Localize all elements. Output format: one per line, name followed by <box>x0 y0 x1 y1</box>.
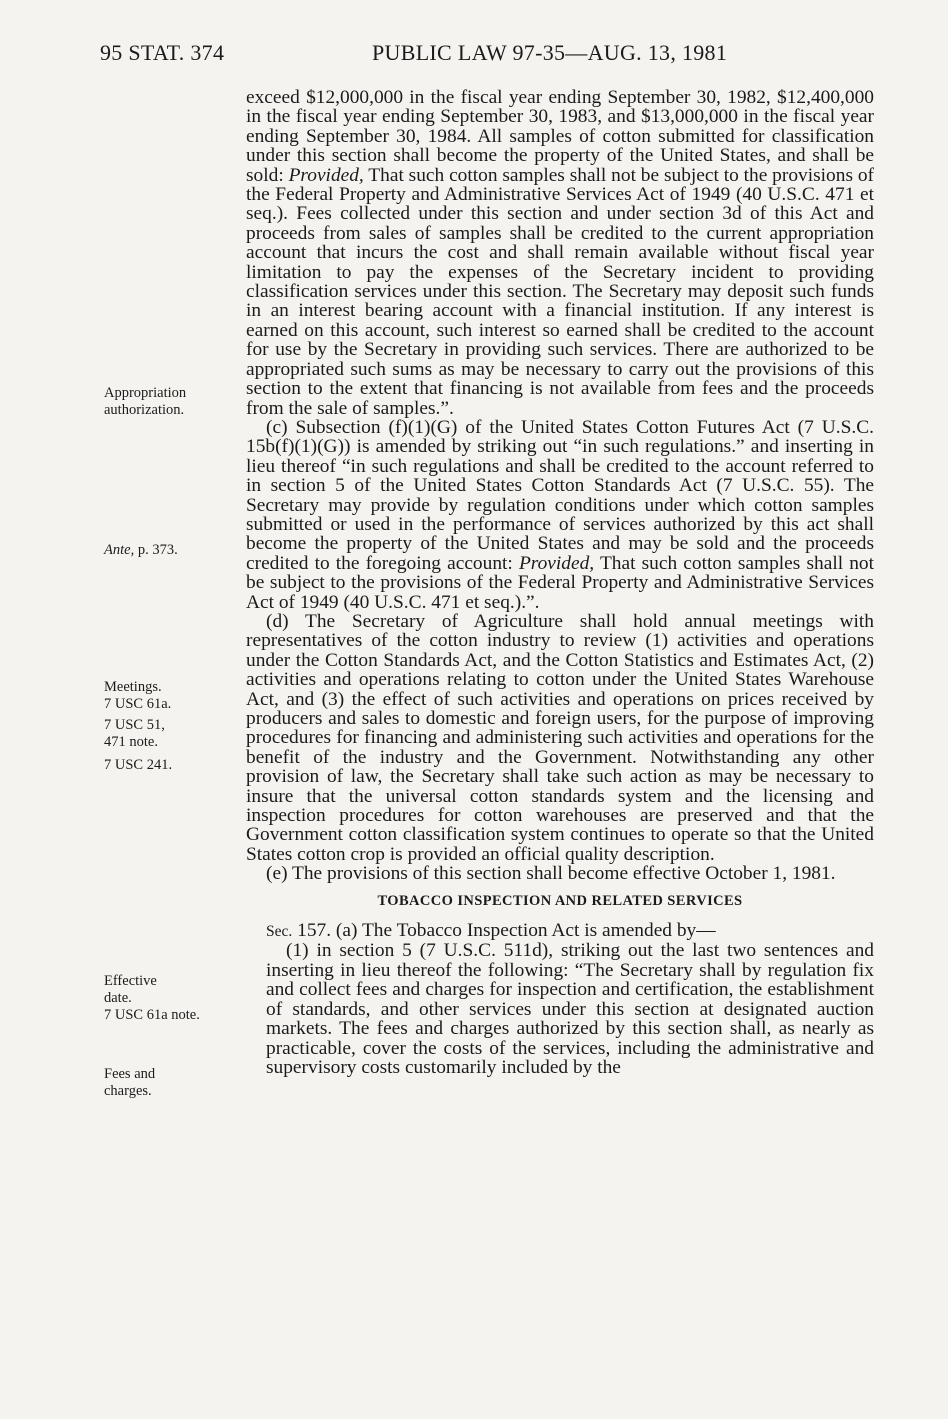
statute-page-number: 95 STAT. 374 <box>100 40 225 65</box>
paragraph-item-1: (1) in section 5 (7 U.S.C. 511d), striking out the last two sentences and inserting in lieu thereof the following: “The Secretary shall by regulation fix and collect fees and charges for inspection and certification, the establishment of standards, and other services under this section at designated auction markets. The fees and charges authorized by this section shall, as nearly as practicable, cover the costs of the services, including the administrative and supervisory costs customarily included by the <box>266 940 874 1078</box>
margin-note-line: charges. <box>104 1083 152 1099</box>
paragraph-text: exceed $12,000,000 in the fiscal year ending September 30, 1982, $12,400,000 in the fiscal year ending September 30, 1983, and $13,000,000 in the fiscal year ending September 30, 1984. All samples of cotton submitted for classification under this section shall become the property of the United States, and shall be sold: <box>246 87 874 186</box>
margin-note-fees <box>104 1066 239 1100</box>
margin-note-line: authorization. <box>104 402 185 418</box>
margin-note-italic: Ante, <box>104 542 135 558</box>
margin-note-line: 471 note. <box>104 734 158 750</box>
margin-note-line: 7 USC 241. <box>104 757 173 773</box>
paragraph-c <box>246 418 874 612</box>
margin-note-line: 7 USC 51, <box>104 717 165 733</box>
margin-note-line: Effective <box>104 973 157 989</box>
section-157-intro <box>246 921 874 941</box>
paragraph-text: (c) Subsection (f)(1)(G) of the United States Cotton Futures Act (7 U.S.C. 15b(f)(1)(G)) is amended by striking out “in such regulations.” and inserting in lieu thereof “in such regulations and shall be credited to the account referred to in section 5 of the United States Cotton Standards Act (7 U.S.C. 55). The Secretary may provide by regulation conditions under which cotton samples submitted or used in the performance of services authorized by this act shall become the property of the United States and may be sold and the proceeds credited to the foregoing account: <box>246 416 874 574</box>
margin-note-text: p. 373. <box>137 542 178 558</box>
paragraph-d: (d) The Secretary of Agriculture shall hold annual meetings with representatives of the cotton industry to review (1) activities and operations under the Cotton Standards Act, and the Cotton Statistics and Estimates Act, (2) activities and operations relating to cotton under the United States Warehouse Act, and (3) the effect of such activities and operations on prices received by producers and sales to domestic and foreign users, for the purpose of improving procedures for financing and administering such activities and operations for the benefit of the industry and the Government. Notwithstanding any other provision of law, the Secretary shall take such action as may be necessary to insure that the universal cotton standards system and the licensing and inspection procedures for cotton warehouses are preserved and that the Government cotton classification system continues to operate so that the United States cotton crop is provided an official quality description. <box>246 610 874 865</box>
paragraph-text: 157. (a) The Tobacco Inspection Act is amended by— <box>297 920 716 942</box>
margin-note-meetings <box>104 679 239 774</box>
paragraph-text: That such cotton samples shall not be subject to the provisions of the Federal Property and Administrative Services Act of 1949 (40 U.S.C. 471 et seq.).”. <box>246 552 874 613</box>
paragraph-e: (e) The provisions of this section shall become effective October 1, 1981. <box>266 863 836 885</box>
margin-note-line: 7 USC 61a note. <box>104 1007 200 1023</box>
paragraph-continuation <box>246 88 874 418</box>
margin-note-effective-date <box>104 973 239 1024</box>
body-text <box>246 88 874 1077</box>
margin-note-appropriation <box>104 385 239 419</box>
margin-note-line: Fees and <box>104 1066 156 1082</box>
section-heading: TOBACCO INSPECTION AND RELATED SERVICES <box>377 892 743 909</box>
margin-note-ante <box>104 542 239 559</box>
paragraph-text: That such cotton samples shall not be subject to the provisions of the Federal Property and Administrative Services Act of 1949 (40 U.S.C. 471 et seq.). Fees collected under this section and under section 3d of this Act and proceeds from sales of samples shall be credited to the current appropriation account that incurs the cost and shall remain available without fiscal year limitation to pay the expenses of the Secretary incident to providing classification services under this section. The Secretary may deposit such funds in an interest bearing account with a financial institution. If any interest is earned on this account, such interest so earned shall be credited to the account for use by the Secretary in providing such services. There are authorized to be appropriated such sums as may be necessary to carry out the provisions of this section to the extent that financing is not available from fees and the proceeds from the sale of samples.”. <box>246 164 874 419</box>
margin-note-line: 7 USC 61a. <box>104 696 172 712</box>
provided-italic: Provided, <box>288 164 364 186</box>
margin-note-line: date. <box>104 990 132 1006</box>
section-label: Sec. <box>266 923 293 941</box>
provided-italic: Provided, <box>518 552 595 574</box>
running-header: PUBLIC LAW 97-35—AUG. 13, 1981 <box>372 40 728 65</box>
margin-note-line: Appropriation <box>104 385 187 401</box>
margin-note-line: Meetings. <box>104 679 162 695</box>
